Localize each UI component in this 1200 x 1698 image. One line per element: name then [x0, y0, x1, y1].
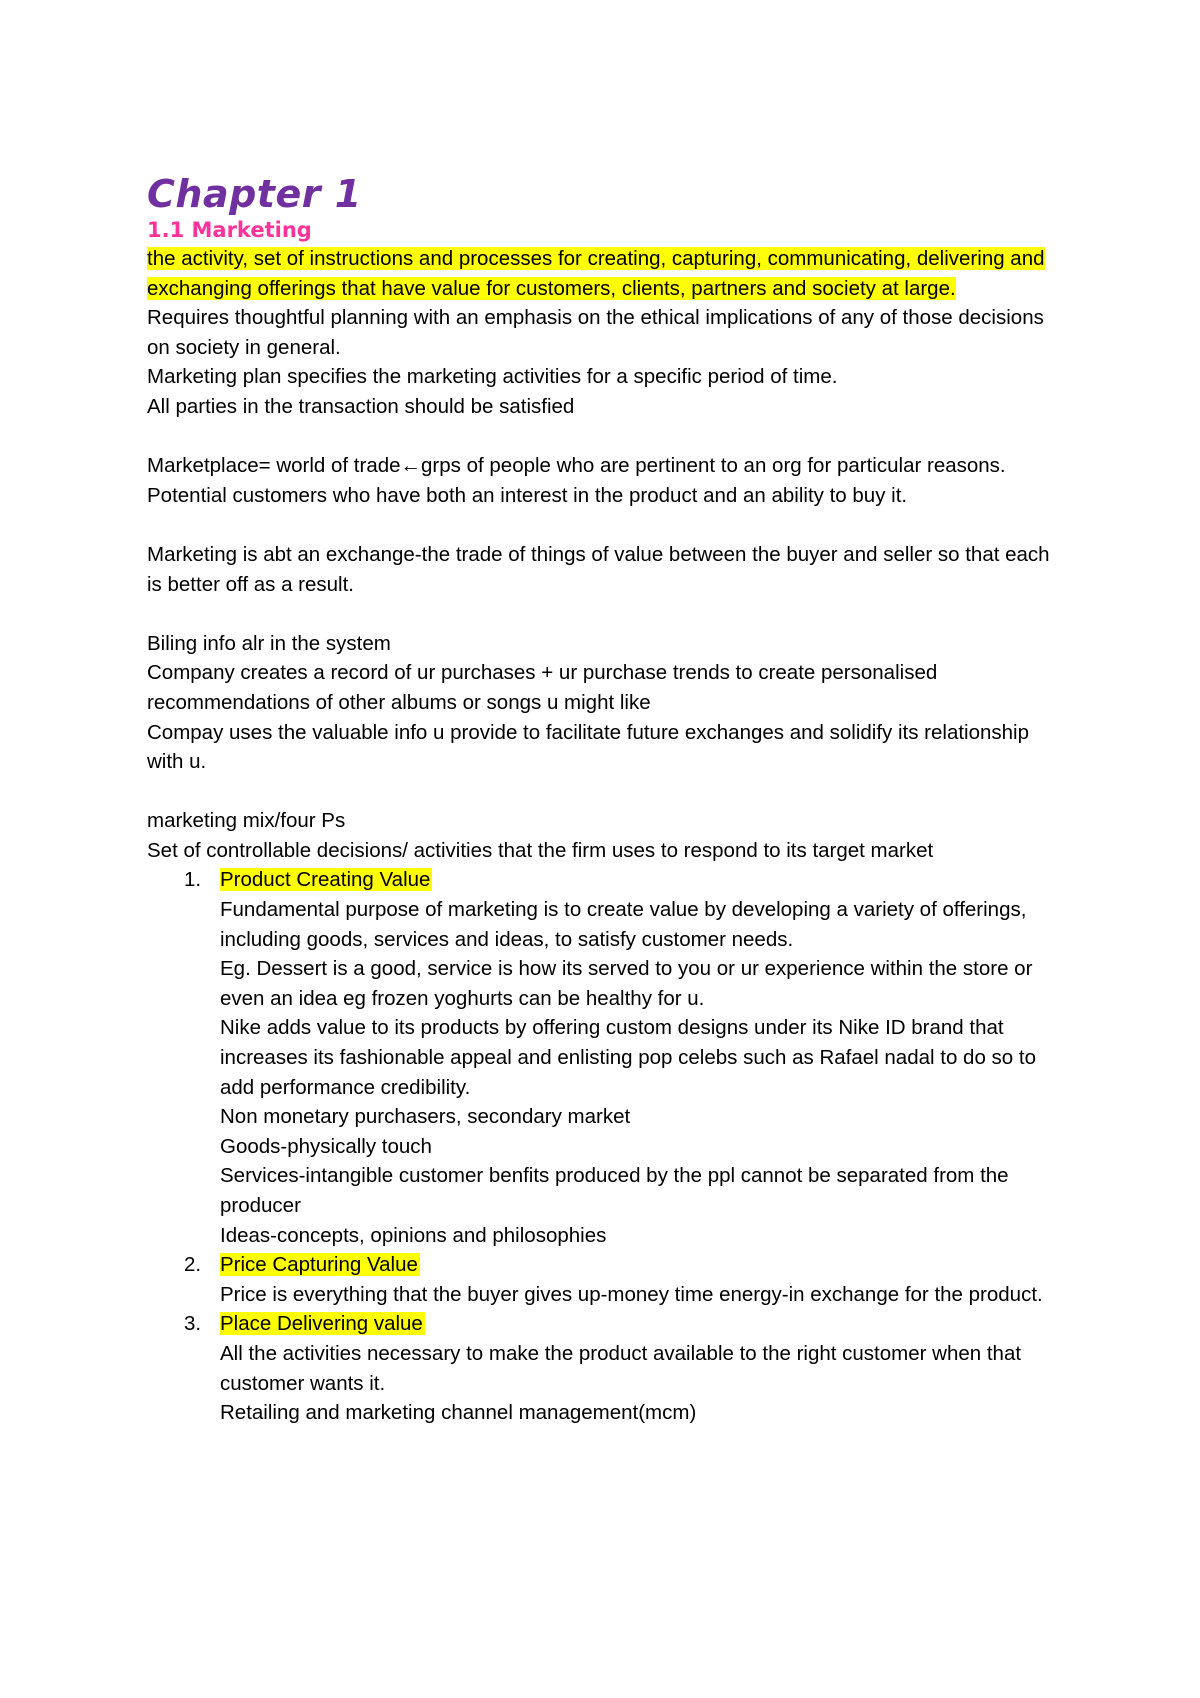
list-number: 1. — [184, 868, 202, 892]
list-item-line: All the activities necessary to make the product available to the right customer when that customer wants it. — [220, 1341, 1022, 1395]
highlighted-definition: the activity, set of instructions and processes for creating, capturing, communicating, delivering and exchanging offerings that have value for customers, clients, partners and society at large. — [147, 247, 1045, 300]
list-number: 3. — [184, 1312, 202, 1336]
list-item-title — [220, 1309, 1067, 1339]
exchange-line: Marketing is abt an exchange-the trade of things of value between the buyer and seller so that each is better off as a result. — [147, 542, 1050, 596]
marketing-mix-definition: Set of controllable decisions/ activities that the firm uses to respond to its target market — [147, 838, 934, 862]
list-item-line: Price is everything that the buyer gives up-money time energy-in exchange for the product. — [220, 1282, 1043, 1306]
blank-line — [147, 599, 1067, 629]
list-item-product — [147, 865, 1067, 1250]
list-item-line: Ideas-concepts, opinions and philosophies — [220, 1223, 607, 1247]
list-item-line: Goods-physically touch — [220, 1134, 432, 1158]
list-item-title — [220, 1250, 1067, 1280]
list-item-line: Nike adds value to its products by offering custom designs under its Nike ID brand that increases its fashionable appeal and enlisting pop celebs such as Rafael nadal to do so to add performance credibility. — [220, 1016, 1036, 1099]
highlighted-title: Price Capturing Value — [220, 1253, 418, 1277]
intro-line: Requires thoughtful planning with an emphasis on the ethical implications of any of those decisions on society in general. — [147, 306, 1044, 359]
list-item-price — [147, 1250, 1067, 1309]
list-item-line: Eg. Dessert is a good, service is how its served to you or ur experience within the store or even an idea eg frozen yoghurts can be healthy for u. — [220, 957, 1033, 1010]
blank-line — [147, 777, 1067, 807]
list-item-place — [147, 1309, 1067, 1427]
highlighted-title: Product Creating Value — [220, 868, 431, 892]
billing-line: Company creates a record of ur purchases + ur purchase trends to create personalised recommendations of other albums or songs u might like — [147, 661, 938, 714]
billing-line: Compay uses the valuable info u provide to facilitate future exchanges and solidify its relationship with u. — [147, 720, 1030, 774]
document-body — [147, 172, 1067, 1428]
marketplace-line: Marketplace= world of trade←grps of people who are pertinent to an org for particular reasons. — [147, 454, 1006, 478]
intro-line: All parties in the transaction should be satisfied — [147, 394, 575, 418]
intro-line: Marketing plan specifies the marketing activities for a specific period of time. — [147, 365, 838, 389]
blank-line — [147, 510, 1067, 540]
marketing-definition — [147, 244, 1067, 303]
four-ps-list — [147, 865, 1067, 1427]
list-item-title — [220, 865, 1067, 895]
list-item-line: Non monetary purchasers, secondary market — [220, 1105, 631, 1129]
marketplace-line: Potential customers who have both an interest in the product and an ability to buy it. — [147, 483, 908, 507]
section-heading: 1.1 Marketing — [147, 218, 312, 242]
marketing-mix-heading: marketing mix/four Ps — [147, 809, 346, 833]
highlighted-title: Place Delivering value — [220, 1312, 423, 1336]
chapter-title: Chapter 1 — [147, 172, 362, 216]
list-item-line: Retailing and marketing channel management(mcm) — [220, 1401, 697, 1425]
list-item-line: Services-intangible customer benfits produced by the ppl cannot be separated from the producer — [220, 1164, 1009, 1217]
blank-line — [147, 422, 1067, 452]
list-number: 2. — [184, 1253, 202, 1277]
list-item-line: Fundamental purpose of marketing is to create value by developing a variety of offerings, including goods, services and ideas, to satisfy customer needs. — [220, 898, 1027, 951]
billing-line: Biling info alr in the system — [147, 631, 391, 655]
